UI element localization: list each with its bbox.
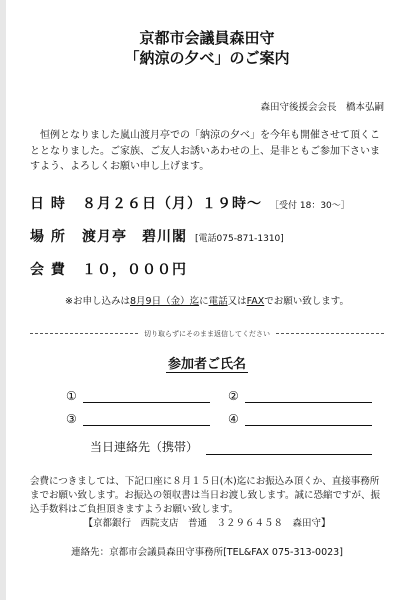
attendee-entry (228, 388, 372, 403)
title-block (30, 28, 384, 68)
cut-dash-left (30, 333, 138, 334)
entry-number: ② (228, 388, 239, 403)
payment-text: 会費につきましては、下記口座に８月１５日(木)迄にお振込み頂くか、直接事務所までお願い致します。お振込の領収書は当日お渡し致します。誠に恐縮ですが、振込手数料はご負担頂きますようお願い致します。 (30, 475, 380, 515)
place-note: [電話075-871-1310] (195, 233, 284, 244)
sender: 森田守後援会会長 橋本弘嗣 (260, 102, 384, 113)
date-row (30, 193, 384, 213)
fee-row (30, 259, 384, 279)
intro-paragraph: 恒例となりました嵐山渡月亭での「納涼の夕べ」を今年も開催させて頂くこととなりました。ご家族、ご友人お誘いあわせの上、是非ともご参加下さいますよう、よろしくお願い申し上げます。 (30, 130, 380, 172)
footer-contact: 連絡先：京都市会議員森田守事務所[TEL&FAX 075-313-0023] (71, 546, 343, 558)
attendee-entry (66, 388, 210, 403)
page-edge (0, 0, 6, 600)
notice-phone: 電話 (208, 295, 228, 307)
cut-line (30, 329, 384, 339)
notice-mid-2: 又は (227, 295, 247, 307)
entry-number: ④ (228, 411, 239, 426)
place-row (30, 226, 384, 246)
attendee-entry (66, 411, 210, 426)
notice-mid-1: に (199, 295, 209, 307)
contact-label: 当日連絡先（携帯） (90, 439, 199, 454)
application-notice (30, 293, 384, 307)
place-label: 場 所 (30, 228, 66, 245)
attendee-heading-text: 参加者ご氏名 (167, 356, 246, 372)
notice-suffix: でお願い致します。 (264, 295, 349, 307)
bank-account: 【京都銀行 西院支店 普通 ３２９６４５８ 森田守】 (83, 517, 331, 529)
entry-number: ③ (66, 411, 77, 426)
contact-row (90, 438, 372, 455)
name-field[interactable] (245, 388, 372, 403)
date-label: 日 時 (30, 195, 66, 212)
fee-value: １０，０００円 (82, 261, 187, 278)
name-field[interactable] (245, 411, 372, 426)
place-value: 渡月亭 碧川閣 (82, 228, 187, 245)
notice-prefix: ※お申し込みは (65, 295, 130, 307)
cut-dash-right (276, 333, 384, 334)
date-value: ８月２６日（月）１９時～ (82, 195, 262, 212)
attendee-entry (228, 411, 372, 426)
entry-number: ① (66, 388, 77, 403)
name-field[interactable] (83, 388, 210, 403)
name-field[interactable] (83, 411, 210, 426)
fee-label: 会 費 (30, 261, 66, 278)
contact-field[interactable] (206, 440, 372, 455)
notice-fax: FAX (246, 295, 265, 307)
notice-deadline: 8月9日（金）迄 (129, 295, 200, 307)
attendee-heading (30, 353, 384, 372)
date-note: ［受付 18：30～］ (270, 200, 350, 211)
payment-info (30, 475, 384, 531)
title-line-1: 京都市会議員森田守 (139, 29, 275, 47)
cut-line-text: 切り取らずにそのまま返信してください (144, 329, 270, 338)
title-line-2: 「納涼の夕べ」のご案内 (124, 49, 290, 67)
attendee-entries (66, 388, 372, 426)
